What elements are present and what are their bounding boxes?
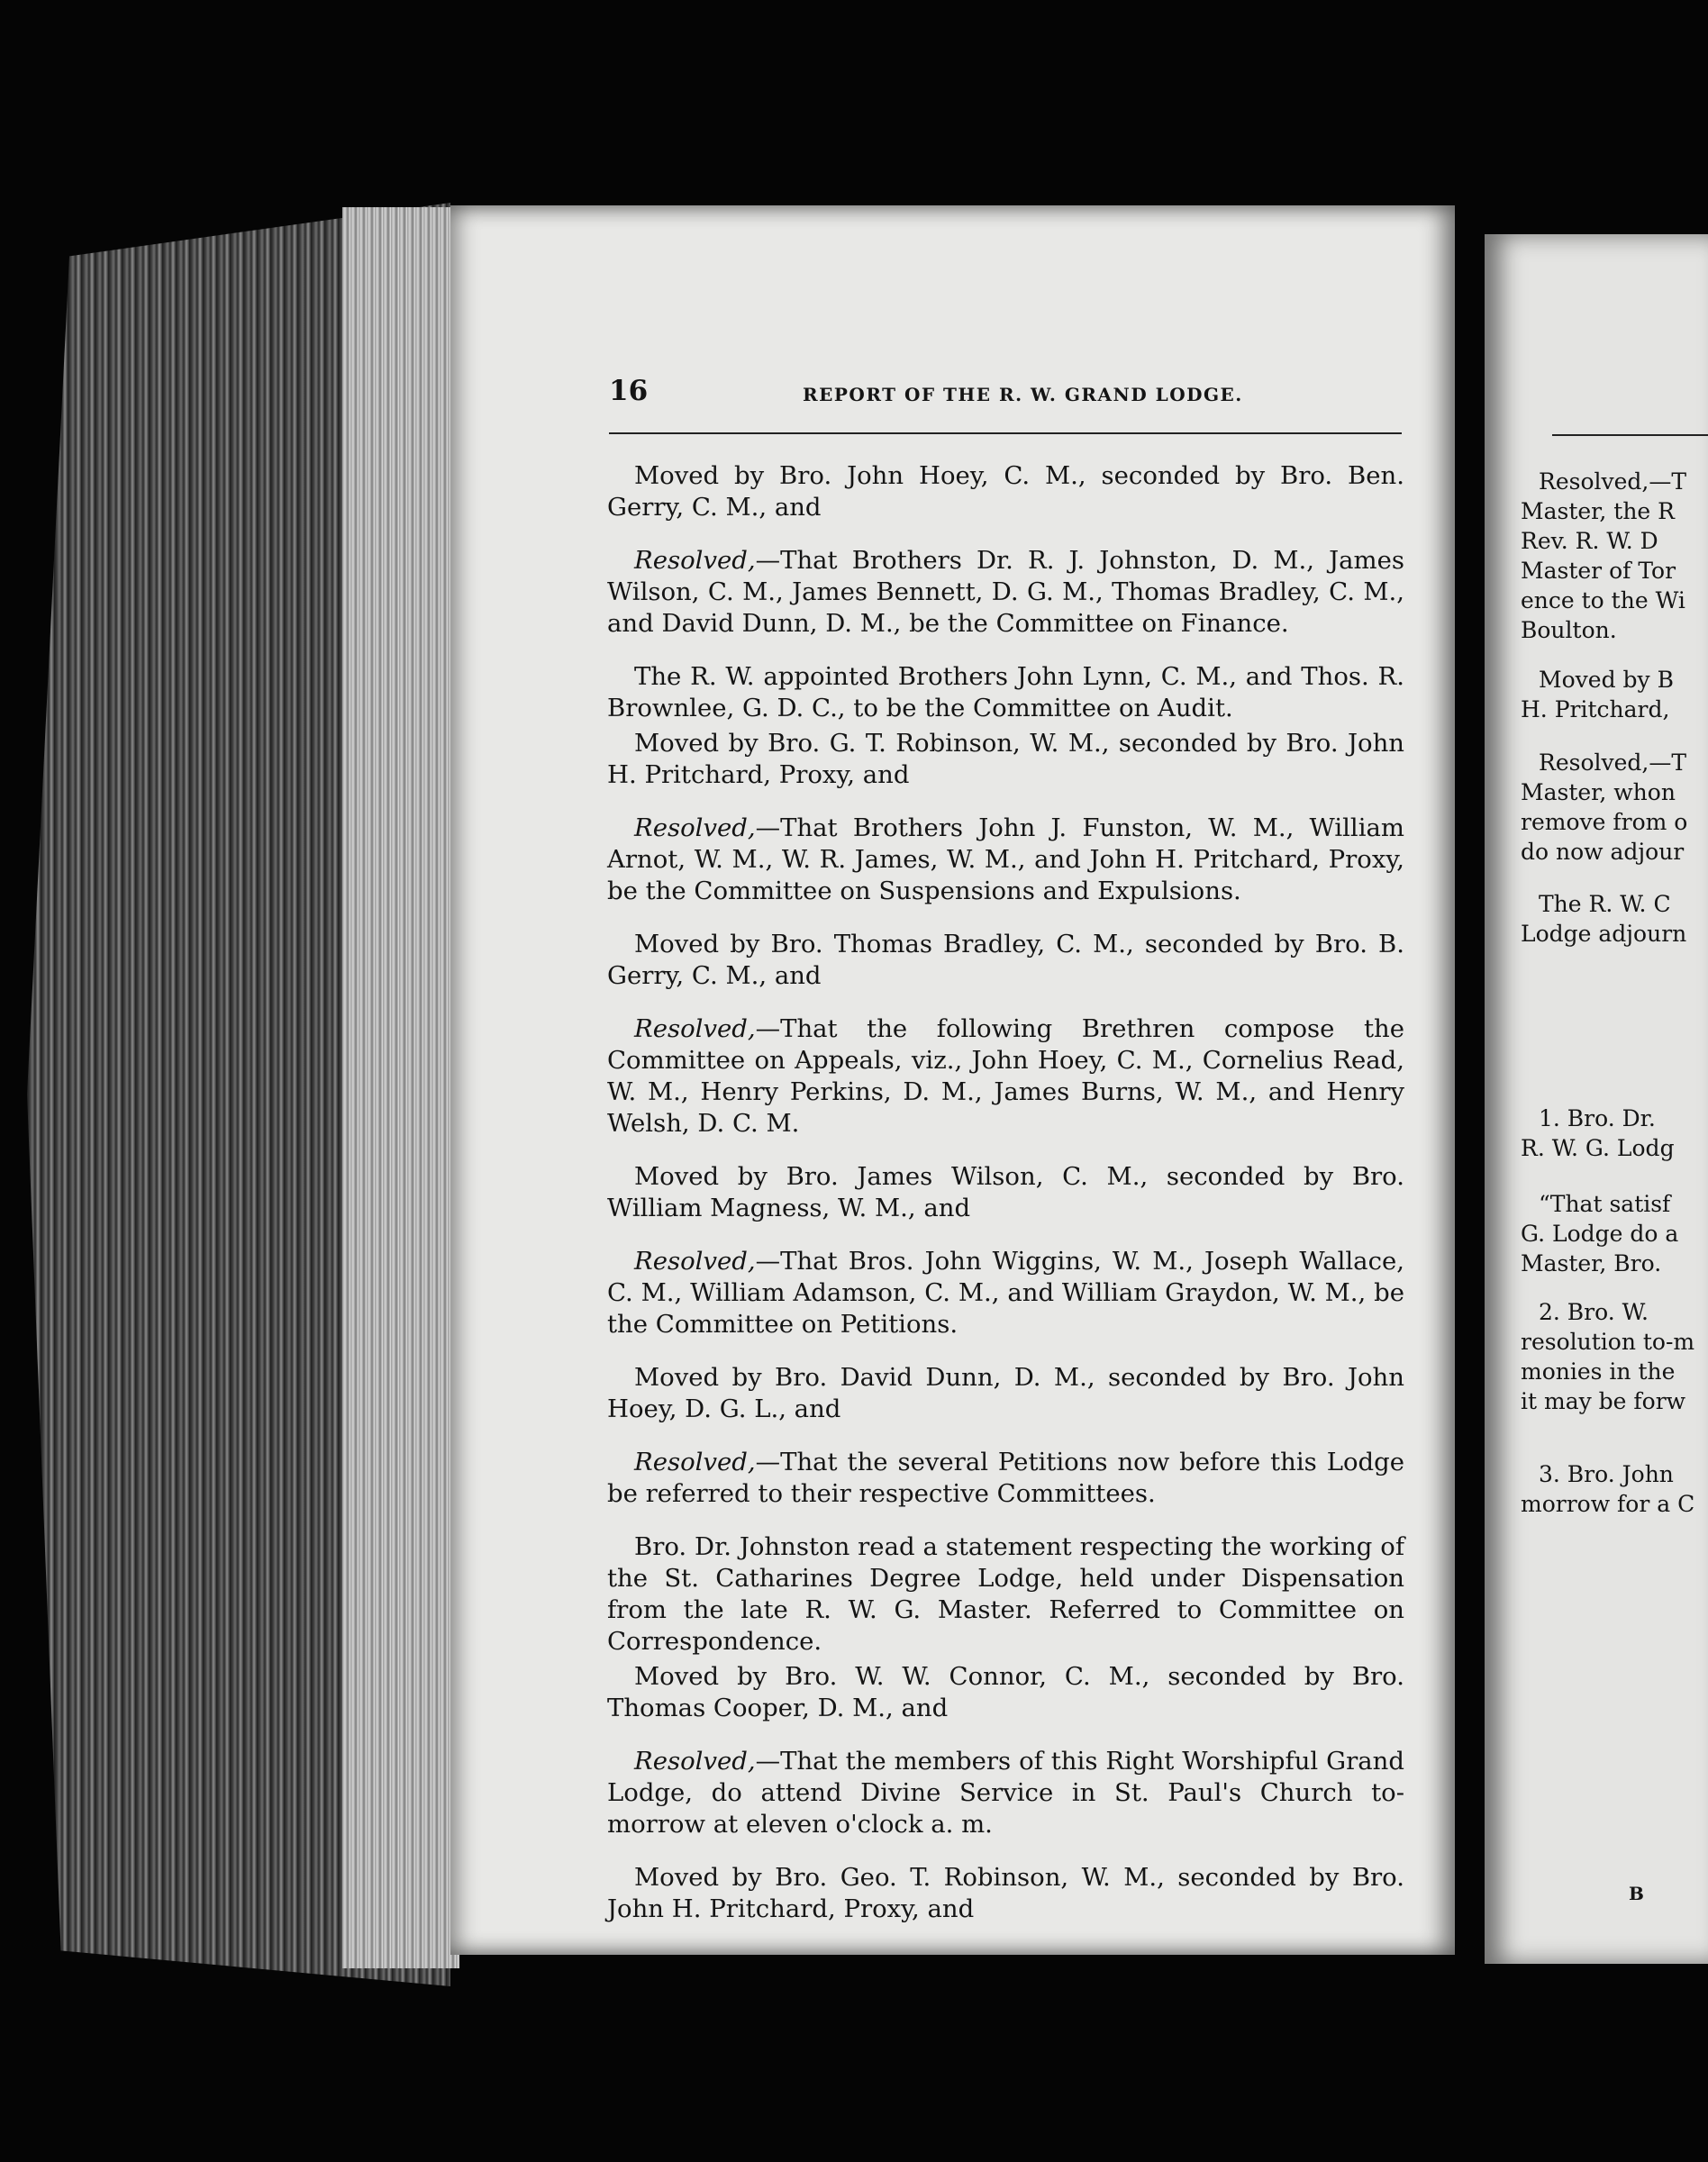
- paragraph-text: —That the several Petitions now before this Lodge be referred to their respective Committees.: [607, 1448, 1404, 1508]
- resolved-label: Resolved,: [634, 546, 756, 575]
- signature-mark: B: [1629, 1883, 1644, 1904]
- right-page-line: R. W. G. Lodg: [1521, 1135, 1675, 1161]
- right-page-line: 2. Bro. W.: [1539, 1299, 1649, 1325]
- right-page-line: Resolved,—T: [1539, 468, 1687, 495]
- right-page-line: morrow for a C: [1521, 1491, 1695, 1517]
- running-head: REPORT OF THE R. W. GRAND LODGE.: [803, 384, 1243, 405]
- resolution-paragraph: [607, 1746, 1404, 1840]
- right-page-line: H. Pritchard,: [1521, 696, 1670, 722]
- paragraph-text: Moved by Bro. G. T. Robinson, W. M., seconded by Bro. John H. Pritchard, Proxy, and: [607, 729, 1404, 789]
- right-page-line: monies in the: [1521, 1358, 1676, 1385]
- right-page-block: [1485, 467, 1686, 645]
- right-page-block: [1485, 1297, 1694, 1416]
- motion-paragraph: [607, 1531, 1404, 1658]
- right-page-line: Master, Bro.: [1521, 1250, 1662, 1276]
- resolved-label: Resolved,: [634, 1747, 756, 1776]
- left-page: [450, 205, 1455, 1955]
- page-body: [607, 460, 1404, 1947]
- motion-paragraph: [607, 1862, 1404, 1925]
- header-rule: [609, 432, 1402, 434]
- right-page-block: [1485, 665, 1674, 724]
- right-page-block: [1485, 889, 1686, 949]
- resolved-label: Resolved,: [634, 1014, 756, 1043]
- paragraph-text: —That Brothers Dr. R. J. Johnston, D. M., James Wilson, C. M., James Bennett, D. G. M., Thomas Bradley, C. M., and David Dunn, D. M., be the Committee on Finance.: [607, 546, 1404, 638]
- right-page-line: it may be forw: [1521, 1388, 1686, 1414]
- motion-paragraph: [607, 1362, 1404, 1425]
- right-page-line: ence to the Wi: [1521, 587, 1685, 613]
- right-page-line: 3. Bro. John: [1539, 1461, 1674, 1487]
- motion-paragraph: [607, 929, 1404, 992]
- right-page-block: [1485, 1104, 1675, 1163]
- right-page-line: “That satisf: [1539, 1191, 1671, 1217]
- resolved-label: Resolved,: [634, 1247, 756, 1276]
- motion-paragraph: [607, 1661, 1404, 1724]
- paragraph-text: Moved by Bro. Geo. T. Robinson, W. M., seconded by Bro. John H. Pritchard, Proxy, and: [607, 1863, 1404, 1923]
- resolution-paragraph: [607, 1013, 1404, 1140]
- paragraph-text: Moved by Bro. W. W. Connor, C. M., seconded by Bro. Thomas Cooper, D. M., and: [607, 1662, 1404, 1722]
- resolution-paragraph: [607, 813, 1404, 907]
- right-page-block: [1485, 748, 1687, 867]
- right-page-line: Master of Tor: [1521, 558, 1676, 584]
- paragraph-text: Moved by Bro. David Dunn, D. M., seconded by Bro. John Hoey, D. G. L., and: [607, 1363, 1404, 1423]
- right-page-block: [1485, 1189, 1678, 1278]
- right-page-line: Master, whon: [1521, 779, 1676, 805]
- paragraph-text: Moved by Bro. Thomas Bradley, C. M., seconded by Bro. B. Gerry, C. M., and: [607, 930, 1404, 990]
- right-page-line: resolution to-m: [1521, 1329, 1695, 1355]
- right-page-line: Boulton.: [1521, 617, 1617, 643]
- right-page-line: Lodge adjourn: [1521, 921, 1687, 947]
- resolved-label: Resolved,: [634, 1448, 756, 1476]
- resolved-label: Resolved,: [634, 813, 756, 842]
- right-page: [1485, 234, 1708, 1964]
- motion-paragraph: [607, 661, 1404, 724]
- right-page-line: remove from o: [1521, 809, 1688, 835]
- right-page-line: G. Lodge do a: [1521, 1221, 1679, 1247]
- right-page-line: The R. W. C: [1539, 891, 1671, 917]
- right-page-line: 1. Bro. Dr.: [1539, 1105, 1656, 1131]
- right-page-line: Moved by B: [1539, 667, 1674, 693]
- paragraph-text: —That Brothers John J. Funston, W. M., William Arnot, W. M., W. R. James, W. M., and John H. Pritchard, Proxy, be the Committee on Suspensions and Expulsions.: [607, 813, 1404, 905]
- book-page-edges-light: [342, 207, 459, 1968]
- paragraph-text: —That Bros. John Wiggins, W. M., Joseph Wallace, C. M., William Adamson, C. M., and William Graydon, W. M., be the Committee on Petitions.: [607, 1247, 1404, 1339]
- paragraph-text: —That the following Brethren compose the Committee on Appeals, viz., John Hoey, C. M., Cornelius Read, W. M., Henry Perkins, D. M., James Burns, W. M., and Henry Welsh, D. C. M.: [607, 1014, 1404, 1138]
- paragraph-text: Moved by Bro. John Hoey, C. M., seconded by Bro. Ben. Gerry, C. M., and: [607, 461, 1404, 522]
- right-page-block: [1485, 1459, 1694, 1519]
- page-number: 16: [609, 375, 649, 407]
- right-page-line: Resolved,—T: [1539, 749, 1687, 776]
- motion-paragraph: [607, 1161, 1404, 1224]
- page-header: [609, 375, 1402, 411]
- right-page-header-rule: [1552, 434, 1708, 436]
- paragraph-text: The R. W. appointed Brothers John Lynn, C. M., and Thos. R. Brownlee, G. D. C., to be the Committee on Audit.: [607, 662, 1404, 722]
- resolution-paragraph: [607, 1246, 1404, 1340]
- resolution-paragraph: [607, 1447, 1404, 1510]
- motion-paragraph: [607, 728, 1404, 791]
- right-page-line: Master, the R: [1521, 498, 1675, 524]
- paragraph-text: Moved by Bro. James Wilson, C. M., seconded by Bro. William Magness, W. M., and: [607, 1162, 1404, 1222]
- motion-paragraph: [607, 460, 1404, 523]
- paragraph-text: Bro. Dr. Johnston read a statement respecting the working of the St. Catharines Degree Lodge, held under Dispensation from the late R. W. G. Master. Referred to Committee on Correspondence.: [607, 1532, 1404, 1656]
- resolution-paragraph: [607, 545, 1404, 640]
- right-page-line: Rev. R. W. D: [1521, 528, 1658, 554]
- paragraph-text: —That the members of this Right Worshipful Grand Lodge, do attend Divine Service in St. Paul's Church to-morrow at eleven o'clock a. m.: [607, 1747, 1404, 1839]
- right-page-line: do now adjour: [1521, 839, 1685, 865]
